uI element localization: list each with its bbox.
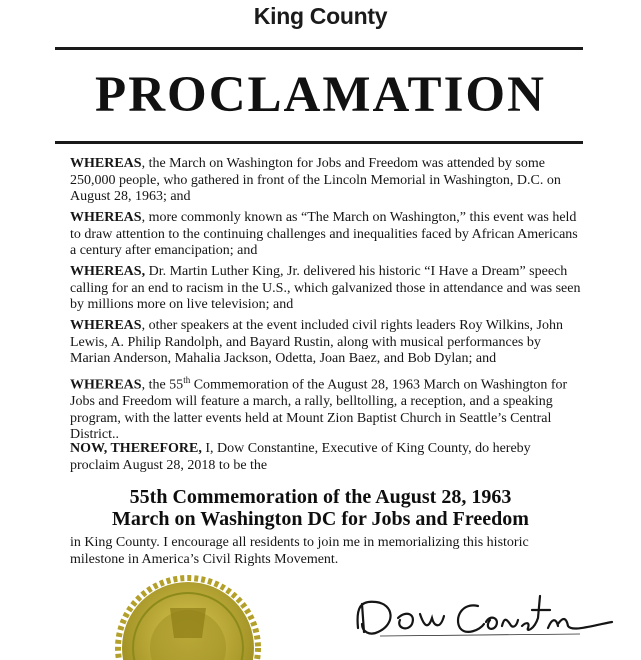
whereas-text: , the March on Washington for Jobs and Freedom was attended by some 250,000 people, who gathered in front of the Lincoln Memorial in Washington, D.C. on August 28, 1963; and: [70, 156, 561, 204]
whereas-lead: WHEREAS: [70, 210, 142, 225]
proclaim-paragraph: [70, 441, 582, 474]
whereas-text: Commemoration of the August 28, 1963 March on Washington for Jobs and Freedom will feature a march, a rally, belltolling, a reception, and a speaking program, with the latter events held at Mount Zion Baptist Church in Seattle’s Central District..: [70, 377, 568, 443]
whereas-lead: WHEREAS: [70, 377, 142, 393]
whereas-lead: WHEREAS: [70, 156, 142, 171]
executive-signature: [350, 588, 620, 640]
county-seal: [110, 570, 270, 660]
whereas-paragraph-1: [70, 156, 582, 206]
organization-name: King County: [253, 3, 388, 29]
closing-paragraph: in King County. I encourage all residents to join me in memorializing this historic milestone in America’s Civil Rights Movement.: [70, 535, 529, 567]
honor-line-1: 55th Commemoration of the August 28, 1963: [129, 486, 512, 508]
whereas-text: , more commonly known as “The March on Washington,” this event was held to draw attention to the continuing challenges and inequalities faced by African Americans a century after emancipation; and: [70, 210, 578, 258]
whereas-lead: WHEREAS: [70, 318, 142, 333]
whereas-paragraph-3: [70, 264, 582, 314]
whereas-text: , other speakers at the event included civil rights leaders Roy Wilkins, John Lewis, A. Philip Randolph, and Bayard Rustin, along with musical performances by Marian Anderson, Mahalia Jackson, Odetta, Joan Baez, and Bob Dylan; and: [70, 318, 563, 366]
honor-line-2: March on Washington DC for Jobs and Freedom: [112, 508, 529, 530]
proclaim-lead: NOW, THEREFORE,: [70, 441, 202, 456]
bottom-divider: [55, 141, 583, 144]
top-divider: [55, 47, 583, 50]
document-title: PROCLAMATION: [95, 67, 546, 123]
proclaim-text: I, Dow Constantine, Executive of King County, do hereby proclaim August 28, 2018 to be the: [70, 441, 531, 473]
whereas-text: Dr. Martin Luther King, Jr. delivered his historic “I Have a Dream” speech calling for an end to racism in the U.S., which galvanized those in attendance and was seen by millions more on live television; and: [70, 264, 581, 312]
whereas-paragraph-2: [70, 210, 582, 260]
whereas-paragraph-5: [70, 372, 582, 444]
whereas-pre: , the 55: [141, 377, 184, 393]
whereas-paragraph-4: [70, 318, 582, 368]
whereas-lead: WHEREAS,: [70, 264, 146, 279]
ordinal-suffix: th: [183, 375, 191, 385]
honor-title: [0, 486, 641, 530]
